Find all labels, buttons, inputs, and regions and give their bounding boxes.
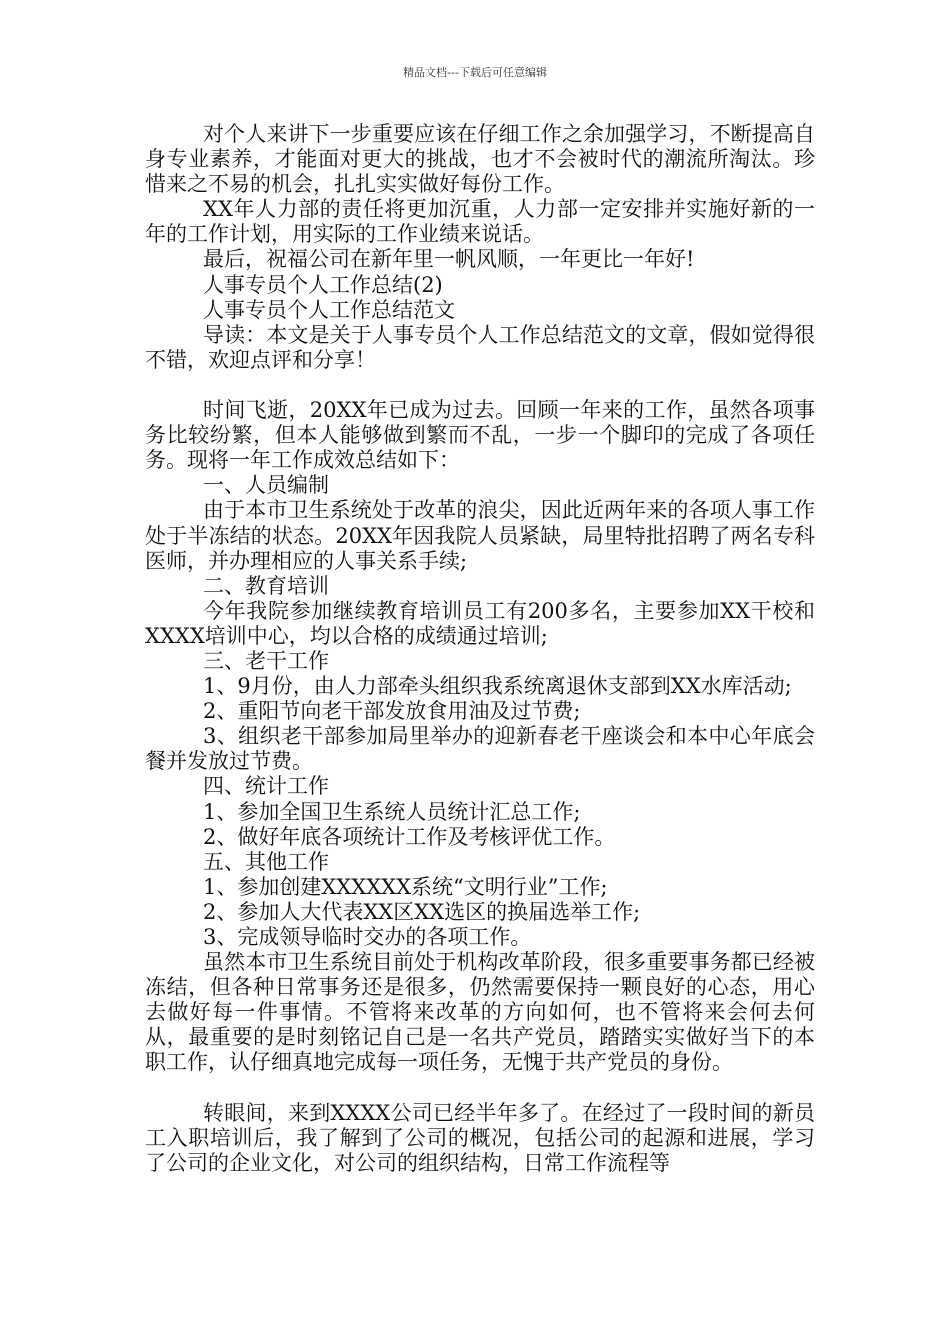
section-heading: 三、老干工作 [203, 648, 329, 673]
paragraph: 由于本市卫生系统处于改革的浪尖，因此近两年来的各项人事工作处于半冻结的状态。20XX年因我院人员紧缺，局里特批招聘了两名专科医师，并办理相应的人事关系手续; [145, 498, 815, 573]
paragraph: 虽然本市卫生系统目前处于机构改革阶段，很多重要事务都已经被冻结，但各种日常事务还是很多，仍然需要保持一颗良好的心态，用心去做好每一件事情。不管将来改革的方向如何，也不管将来会何去何从，最重要的是时刻铭记自己是一名共产党员，踏踏实实做好当下的本职工作，认仔细真地完成每一项任务，无愧于共产党员的身份。 [145, 950, 815, 1075]
list-item: 2、参加人大代表XX区XX选区的换届选举工作; [203, 899, 641, 924]
list-item: 3、完成领导临时交办的各项工作。 [203, 925, 532, 949]
blank-line [145, 1076, 815, 1101]
section-heading: 四、统计工作 [203, 774, 329, 799]
section-heading: 二、教育培训 [203, 573, 329, 598]
section-title: 人事专员个人工作总结(2) [203, 272, 443, 297]
document-body [145, 122, 815, 1176]
list-item: 1、9月份，由人力部牵头组织我系统离退休支部到XX水库活动; [203, 674, 792, 699]
paragraph: 今年我院参加继续教育培训员工有200多名，主要参加XX干校和XXXX培训中心，均以合格的成绩通过培训; [145, 598, 815, 648]
list-item: 2、做好年底各项统计工作及考核评优工作。 [203, 824, 616, 849]
blank-line [145, 373, 815, 398]
paragraph: 对个人来讲下一步重要应该在仔细工作之余加强学习，不断提高自身专业素养，才能面对更大的挑战，也才不会被时代的潮流所淘汰。珍惜来之不易的机会，扎扎实实做好每份工作。 [145, 122, 815, 197]
page-header: 精品文档---下载后可任意编辑 [403, 66, 547, 79]
paragraph: 最后，祝福公司在新年里一帆风顺，一年更比一年好! [203, 247, 695, 272]
paragraph: 转眼间，来到XXXX公司已经半年多了。在经过了一段时间的新员工入职培训后，我了解到了公司的概况，包括公司的起源和进展，学习了公司的企业文化，对公司的组织结构，日常工作流程等 [145, 1100, 815, 1175]
intro-paragraph: 导读：本文是关于人事专员个人工作总结范文的文章，假如觉得很不错，欢迎点评和分享！ [145, 322, 815, 372]
paragraph: 时间飞逝，20XX年已成为过去。回顾一年来的工作，虽然各项事务比较纷繁，但本人能够做到繁而不乱，一步一个脚印的完成了各项任务。现将一年工作成效总结如下： [145, 398, 815, 473]
paragraph: XX年人力部的责任将更加沉重，人力部一定安排并实施好新的一年的工作计划，用实际的工作业绩来说话。 [145, 197, 815, 247]
list-item: 1、参加全国卫生系统人员统计汇总工作; [203, 799, 581, 824]
section-heading: 五、其他工作 [203, 849, 329, 874]
article-title: 人事专员个人工作总结范文 [203, 297, 455, 322]
list-item: 2、重阳节向老干部发放食用油及过节费; [203, 699, 581, 724]
list-item: 1、参加创建XXXXXX系统“文明行业”工作; [203, 874, 608, 899]
section-heading: 一、人员编制 [203, 473, 329, 498]
list-item: 3、组织老干部参加局里举办的迎新春老干座谈会和本中心年底会餐并发放过节费。 [145, 724, 815, 774]
